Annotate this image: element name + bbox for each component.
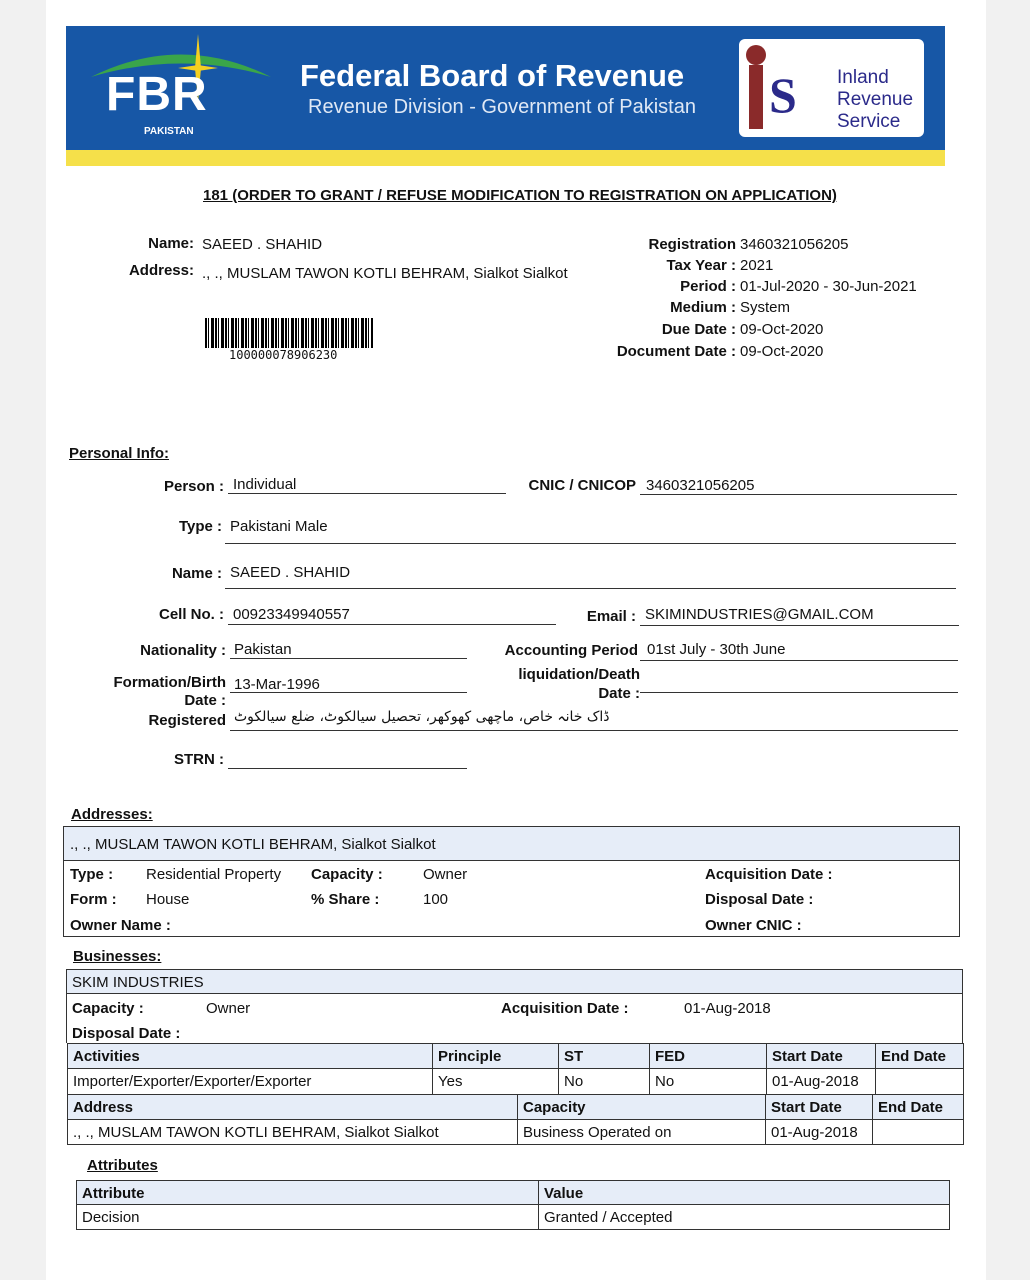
addr-disposal-label: Disposal Date : [705,891,814,908]
table-cell: 01-Aug-2018 [767,1069,876,1094]
addr-type-label: Type : [70,866,114,883]
medium-value: System [740,299,791,316]
address-row [64,827,959,861]
address-text: ., ., MUSLAM TAWON KOTLI BEHRAM, Sialkot Sialkot [70,836,436,853]
period-value: 01-Jul-2020 - 30-Jun-2021 [740,278,917,295]
column-header: Attribute [77,1181,539,1204]
addr-acquisition-label: Acquisition Date : [705,866,833,883]
table-cell: Yes [433,1069,559,1094]
barcode-number: 100000078906230 [229,348,338,362]
irs-line3: Service [837,111,901,132]
business-name: SKIM INDUSTRIES [72,974,204,991]
biz-capacity-label: Capacity : [72,1000,144,1017]
registration-label: Registration [648,236,736,253]
email-label: Email : [586,608,636,625]
column-header: ST [559,1044,650,1068]
cell-label: Cell No. : [158,606,224,623]
banner-title: Federal Board of Revenue [300,58,685,93]
liquidation-label: liquidation/Death [518,666,640,683]
cnic-value: 3460321056205 [646,477,755,494]
column-header: Capacity [518,1095,766,1119]
name-label: Name: [148,235,194,252]
table-cell: ., ., MUSLAM TAWON KOTLI BEHRAM, Sialkot Sialkot [68,1120,518,1145]
document-date-label: Document Date : [616,343,736,360]
business-address-table [67,1095,964,1145]
birth-date-label: Formation/Birth [113,674,226,691]
addr-type-value: Residential Property [146,866,282,883]
biz-acquisition-label: Acquisition Date : [501,1000,629,1017]
addresses-box [63,826,960,937]
irs-line1: Inland [837,67,889,88]
strn-label: STRN : [174,751,224,768]
addr-owner-cnic-label: Owner CNIC : [705,917,802,934]
birth-date-label-2: Date : [184,692,226,709]
addr-share-value: 100 [423,891,449,908]
name-value: SAEED . SHAHID [202,236,323,253]
activities-table [67,1043,964,1095]
cnic-label: CNIC / CNICOP [528,477,636,494]
table-cell: No [559,1069,650,1094]
column-header: Start Date [767,1044,876,1068]
barcode [205,318,373,348]
table-cell: Business Operated on [518,1120,766,1145]
addr-form-label: Form : [70,891,117,908]
table-row [68,1120,963,1145]
attributes-table [76,1180,950,1230]
biz-acquisition-value: 01-Aug-2018 [684,1000,771,1017]
due-date-label: Due Date : [661,321,736,338]
table-header-row [68,1095,963,1120]
tax-year-label: Tax Year : [666,257,736,274]
irs-line2: Revenue [837,89,914,110]
personal-name-value: SAEED . SHAHID [230,564,351,581]
biz-disposal-label: Disposal Date : [72,1025,181,1042]
fbr-banner [66,26,945,150]
table-header-row [68,1044,963,1069]
column-header: Address [68,1095,518,1119]
personal-name-label: Name : [171,565,222,582]
businesses-heading: Businesses: [73,948,162,965]
email-value: SKIMINDUSTRIES@GMAIL.COM [645,606,874,623]
column-header: Value [544,1185,584,1202]
accounting-period-value: 01st July - 30th June [647,641,786,658]
column-header: End Date [881,1048,947,1065]
fbr-logo-text: FBR [106,68,208,121]
cell-value: 00923349940557 [233,606,350,623]
period-label: Period : [680,278,736,295]
business-box [66,969,963,1043]
table-cell: Decision [77,1205,539,1229]
column-header: Activities [68,1044,433,1068]
type-label: Type : [178,518,222,535]
column-header: Principle [433,1044,559,1068]
tax-year-value: 2021 [740,257,774,274]
banner-stripe [66,150,945,166]
document-date-value: 09-Oct-2020 [740,343,824,360]
birth-date-value: 13-Mar-1996 [234,676,320,693]
table-cell [873,1120,963,1145]
nationality-value: Pakistan [234,641,292,658]
type-value: Pakistani Male [230,518,328,535]
table-cell: 01-Aug-2018 [766,1120,873,1145]
column-header: End Date [878,1099,944,1116]
registered-label: Registered [148,712,226,729]
table-cell: No [650,1069,767,1094]
table-row [68,1069,963,1094]
addr-owner-name-label: Owner Name : [70,917,171,934]
person-value: Individual [233,476,297,493]
due-date-value: 09-Oct-2020 [740,321,824,338]
personal-info-heading: Personal Info: [69,445,170,462]
address-label: Address: [128,262,194,279]
table-header-row [77,1181,949,1205]
addr-capacity-value: Owner [423,866,468,883]
medium-label: Medium : [670,299,736,316]
table-cell: Importer/Exporter/Exporter/Exporter [68,1069,433,1094]
nationality-label: Nationality : [140,642,226,659]
table-row [77,1205,949,1229]
accounting-period-label: Accounting Period [504,642,638,659]
irs-logo: S Inland Revenue Service [739,39,924,137]
attributes-heading: Attributes [87,1157,158,1174]
liquidation-label-2: Date : [598,685,640,702]
addr-form-value: House [146,891,190,908]
column-header: Start Date [766,1095,873,1119]
addresses-heading: Addresses: [71,806,153,823]
column-header: FED [650,1044,767,1068]
banner-subtitle: Revenue Division - Government of Pakistan [308,96,696,118]
table-cell: Granted / Accepted [544,1209,673,1226]
person-label: Person : [163,478,224,495]
biz-capacity-value: Owner [206,1000,251,1017]
registration-value: 3460321056205 [740,236,849,253]
address-value: ., ., MUSLAM TAWON KOTLI BEHRAM, Sialkot Sialkot [202,265,568,282]
addr-share-label: % Share : [311,891,380,908]
fbr-logo-sub: PAKISTAN [144,126,194,137]
document-title: 181 (ORDER TO GRANT / REFUSE MODIFICATION TO REGISTRATION ON APPLICATION) [203,187,837,204]
registered-value: ڈاک خانہ خاص، ماچھی کھوکھر، تحصیل سیالکوٹ، ضلع سیالکوٹ [234,709,610,725]
addr-capacity-label: Capacity : [311,866,383,883]
table-cell [876,1069,963,1094]
